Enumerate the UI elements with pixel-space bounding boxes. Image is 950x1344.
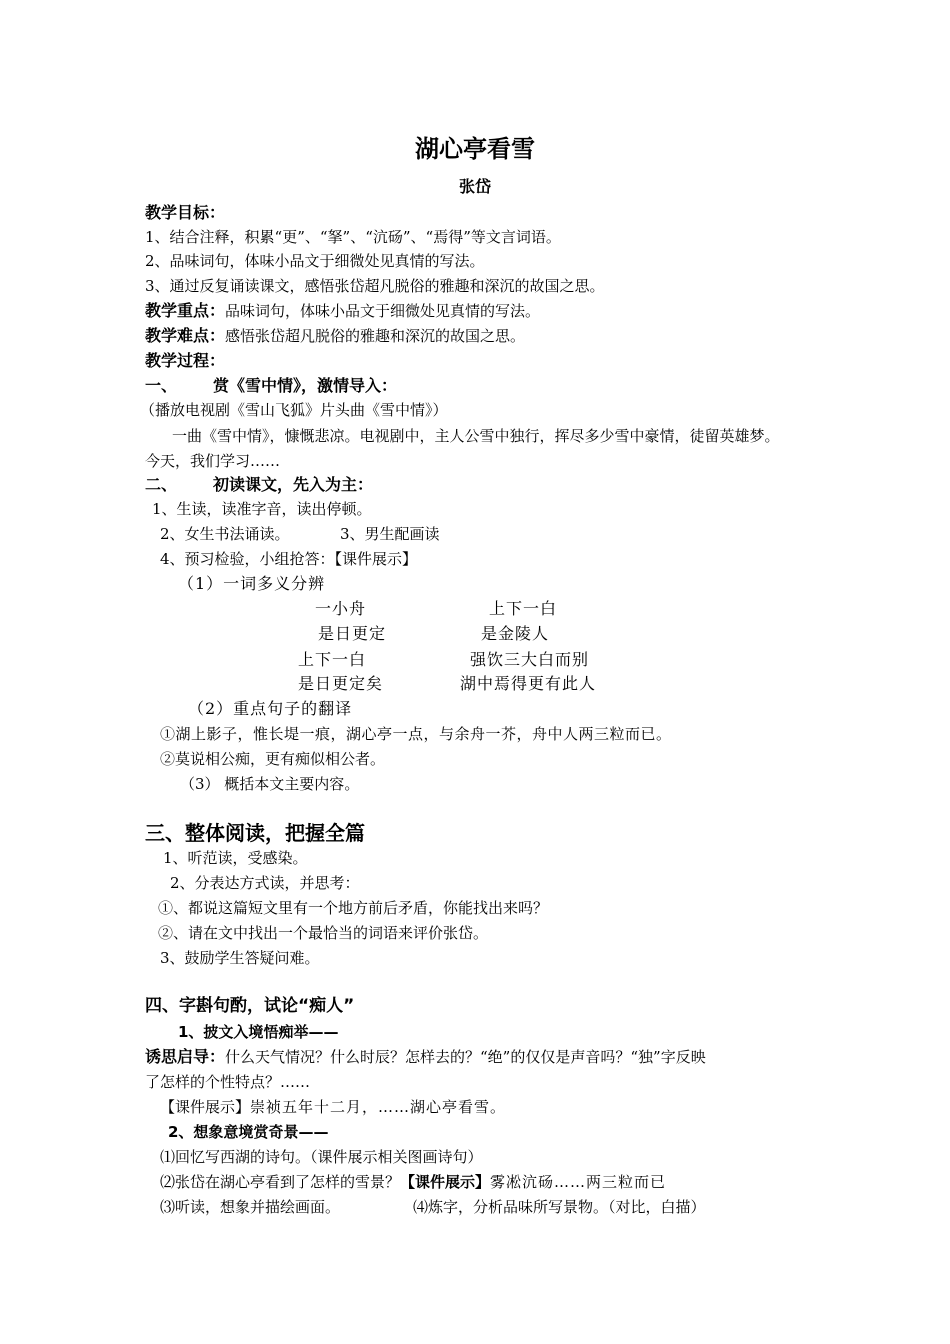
translation-subheading: （2）重点句子的翻译: [188, 699, 353, 718]
author-name: 张岱: [458, 177, 491, 196]
polysemy-right: 强饮三大白而别: [470, 650, 590, 669]
section2-number: 二、: [145, 475, 178, 494]
courseware-label: 【课件展示】: [160, 1098, 251, 1116]
translation-sentence: ②莫说相公痴，更有痴似相公者。: [160, 750, 386, 768]
section4-subheading: 1、披文入境悟痴举——: [178, 1023, 339, 1041]
section1-paragraph: 今天，我们学习……: [145, 452, 281, 470]
courseware-text: 崇祯五年十二月，……湖心亭看雪。: [250, 1098, 507, 1116]
section1-heading: [145, 375, 397, 397]
document-title: 湖心亭看雪: [415, 135, 535, 163]
objective-item: 3、通过反复诵读课文，感悟张岱超凡脱俗的雅趣和深沉的故国之思。: [145, 277, 605, 295]
section1-paragraph: 一曲《雪中情》，慷慨悲凉。电视剧中，主人公雪中独行，挥尽多少雪中豪情，徒留英雄梦。: [172, 427, 780, 445]
section4-point: ⑶听读，想象并描绘画面。: [160, 1198, 341, 1216]
section3-heading: 三、整体阅读，把握全篇: [145, 821, 365, 845]
guide-text: 什么天气情况？什么时辰？怎样去的？“绝”的仅仅是声音吗？“独”字反映: [225, 1048, 706, 1066]
key-point-label: 教学重点：: [145, 301, 226, 320]
polysemy-left: 是日更定: [318, 624, 387, 643]
section1-note: （播放电视剧《雪山飞狐》片头曲《雪中情》）: [140, 401, 448, 419]
section2-step: 1、生读，读准字音，读出停顿。: [152, 500, 372, 518]
objective-item: 2、品味词句，体味小品文于细微处见真情的写法。: [145, 252, 485, 270]
section1-title: 赏《雪中情》，激情导入：: [213, 376, 398, 395]
courseware-text: 雾凇沆砀……两三粒而已: [490, 1173, 667, 1191]
section4-point: ⑴回忆写西湖的诗句。（课件展示相关图画诗句）: [160, 1148, 483, 1166]
section3-item: 1、听范读，受感染。: [163, 849, 308, 867]
section3-item: 2、分表达方式读，并思考：: [170, 874, 360, 892]
difficulty-line: [145, 325, 525, 347]
polysemy-left: 上下一白: [298, 650, 367, 669]
section3-question: ①、都说这篇短文里有一个地方前后矛盾，你能找出来吗？: [158, 899, 549, 917]
translation-sentence: ①湖上影子，惟长堤一痕，湖心亭一点，与余舟一芥，舟中人两三粒而已。: [160, 725, 672, 743]
section4-point: ⑷炼字，分析品味所写景物。（对比，白描）: [413, 1198, 706, 1216]
section3-item: 3、鼓励学生答疑问难。: [160, 949, 320, 967]
section2-step: 3、男生配画读: [340, 525, 440, 543]
polysemy-right: 是金陵人: [481, 624, 550, 643]
summary-task: （3） 概括本文主要内容。: [180, 775, 360, 793]
section3-question: ②、请在文中找出一个最恰当的词语来评价张岱。: [158, 924, 489, 942]
section4-point-line: [160, 1171, 666, 1193]
section2-step: 2、女生书法诵读。: [160, 525, 290, 543]
guide-line: [145, 1046, 706, 1068]
section1-number: 一、: [145, 376, 178, 395]
guide-label: 诱思启导：: [145, 1047, 226, 1066]
process-heading: 教学过程：: [145, 351, 226, 370]
section4-subheading: 2、想象意境赏奇景——: [168, 1123, 329, 1141]
polysemy-right: 上下一白: [489, 599, 558, 618]
key-point-line: [145, 300, 540, 322]
section2-step: 4、预习检验，小组抢答：【课件展示】: [160, 550, 418, 568]
section4-point: ⑵张岱在湖心亭看到了怎样的雪景？: [160, 1173, 401, 1191]
polysemy-right: 湖中焉得更有此人: [460, 674, 597, 693]
polysemy-subheading: （1）一词多义分辨: [178, 574, 326, 593]
polysemy-left: 是日更定矣: [298, 674, 384, 693]
section2-heading: [145, 474, 373, 496]
objectives-heading: 教学目标：: [145, 203, 226, 222]
polysemy-left: 一小舟: [315, 599, 367, 618]
guide-text-continued: 了怎样的个性特点？……: [145, 1073, 311, 1091]
section4-heading: 四、字斟句酌，试论“痴人”: [145, 996, 355, 1016]
objective-item: 1、结合注释，积累“更”、“拏”、“沆砀”、“焉得”等文言词语。: [145, 228, 561, 246]
courseware-line: [160, 1096, 506, 1118]
courseware-label: 【课件展示】: [400, 1173, 491, 1191]
section2-title: 初读课文，先入为主：: [213, 475, 374, 494]
difficulty-text: 感悟张岱超凡脱俗的雅趣和深沉的故国之思。: [225, 327, 526, 345]
difficulty-label: 教学难点：: [145, 326, 226, 345]
key-point-text: 品味词句，体味小品文于细微处见真情的写法。: [225, 302, 541, 320]
